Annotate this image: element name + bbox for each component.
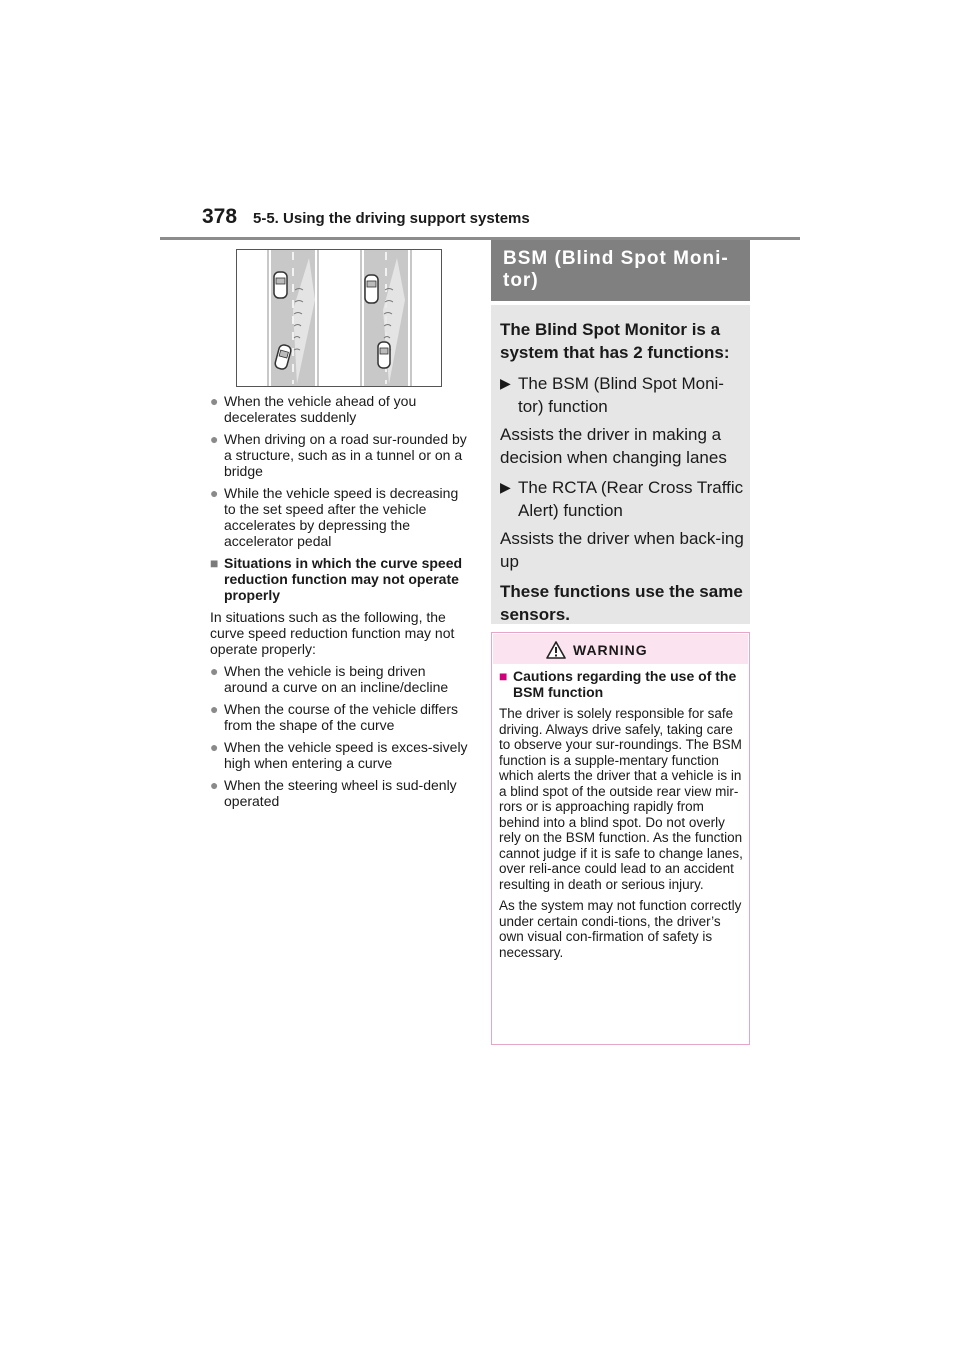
right-road bbox=[360, 250, 412, 386]
list-item: ● When the steering wheel is sud-denly operated bbox=[210, 777, 457, 809]
curve-road-illustration bbox=[236, 249, 442, 387]
section-title: 5-5. Using the driving support systems bbox=[253, 210, 530, 227]
list-item: ● When the vehicle is being driven around a curve on an incline/decline bbox=[210, 663, 449, 695]
warning-header bbox=[493, 634, 748, 664]
bullet-icon: ● bbox=[210, 739, 219, 755]
road-diagram-svg bbox=[237, 250, 441, 386]
bullet-list-b bbox=[210, 663, 472, 809]
intro-paragraph: In situations such as the following, the curve speed reduction function may not operate properly: bbox=[210, 609, 455, 657]
list-item: ● While the vehicle speed is decreasing to the set speed after the vehicle accelerates by depressing the accelerator pedal bbox=[210, 485, 459, 549]
bsm-footer: These functions use the same sensors. bbox=[500, 582, 743, 624]
bullet-icon: ● bbox=[210, 431, 219, 447]
bsm-heading: BSM (Blind Spot Moni-tor) bbox=[503, 248, 729, 291]
function-desc-rcta: Assists the driver when back-ing up bbox=[500, 529, 744, 571]
function-item-bsm: ▶ The BSM (Blind Spot Moni-tor) function bbox=[500, 374, 724, 416]
triangle-icon: ▶ bbox=[500, 375, 511, 391]
bullet-icon: ● bbox=[210, 485, 219, 501]
warning-subheading: ■ Cautions regarding the use of the BSM function bbox=[499, 668, 737, 700]
left-column bbox=[210, 393, 472, 815]
page-header bbox=[160, 205, 800, 240]
bullet-icon: ● bbox=[210, 777, 219, 793]
curve-speed-subheading: ■ Situations in which the curve speed reduction function may not operate properly bbox=[210, 555, 463, 603]
warning-box bbox=[491, 632, 750, 1045]
warning-paragraph: As the system may not function correctly under certain condi-tions, the driver’s own visual con-firmation of safety is necessary. bbox=[499, 898, 742, 960]
page-number: 378 bbox=[202, 205, 238, 228]
bullet-list-a bbox=[210, 393, 472, 549]
list-item: ● When the course of the vehicle differs from the shape of the curve bbox=[210, 701, 458, 733]
bullet-icon: ● bbox=[210, 393, 219, 409]
bsm-title-box bbox=[491, 240, 750, 301]
list-item: ● When driving on a road sur-rounded by a structure, such as in a tunnel or on a bridge bbox=[210, 431, 467, 479]
bsm-intro-box bbox=[491, 305, 750, 624]
left-road bbox=[267, 250, 319, 386]
list-item: ● When the vehicle ahead of you decelerates suddenly bbox=[210, 393, 417, 425]
warning-triangle-icon bbox=[546, 641, 566, 659]
square-icon: ■ bbox=[210, 555, 219, 571]
bullet-icon: ● bbox=[210, 663, 219, 679]
function-desc-bsm: Assists the driver in making a decision when changing lanes bbox=[500, 425, 727, 467]
warning-paragraph: The driver is solely responsible for safe driving. Always drive safely, taking care to observe your sur-roundings. The BSM function is a supple-mentary function which alerts the driver that a vehicle is in a blind spot of the outside rear view mir-rors or is approaching rapidly from behind into a blind spot. Do not overly rely on the BSM function. As the function cannot judge if it is safe to change lanes, over reli-ance could lead to an accident resulting in death or serious injury. bbox=[499, 706, 743, 892]
warning-label: WARNING bbox=[573, 642, 648, 658]
list-item: ● When the vehicle speed is exces-sively high when entering a curve bbox=[210, 739, 468, 771]
square-icon: ■ bbox=[499, 668, 508, 684]
bsm-lead: The Blind Spot Monitor is a system that has 2 functions: bbox=[500, 320, 730, 362]
bullet-icon: ● bbox=[210, 701, 219, 717]
triangle-icon: ▶ bbox=[500, 479, 511, 495]
function-item-rcta: ▶ The RCTA (Rear Cross Traffic Alert) function bbox=[500, 478, 744, 520]
